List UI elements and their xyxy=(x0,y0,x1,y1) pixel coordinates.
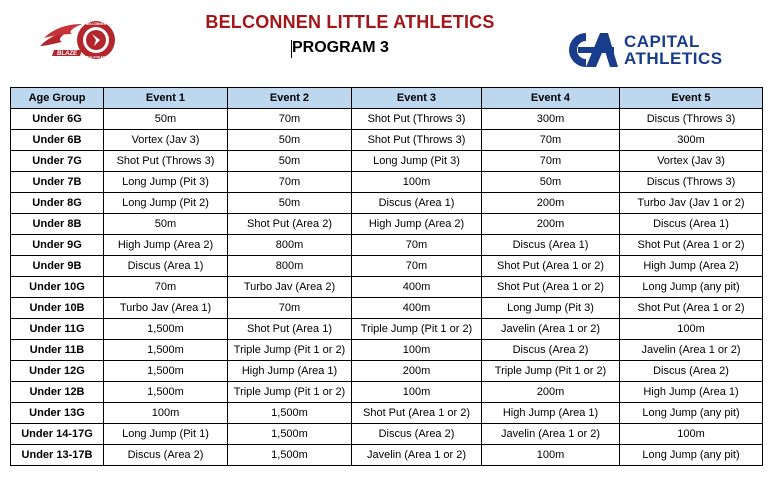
table-row xyxy=(11,445,763,466)
age-group-cell: Under 11B xyxy=(11,340,104,361)
table-row xyxy=(11,214,763,235)
capital-athletics-logo xyxy=(556,30,752,70)
event-cell: 50m xyxy=(482,172,620,193)
event-cell: Turbo Jav (Area 2) xyxy=(228,277,352,298)
column-header: Age Group xyxy=(11,88,104,109)
event-cell: Long Jump (any pit) xyxy=(620,403,763,424)
column-header: Event 2 xyxy=(228,88,352,109)
event-cell: Shot Put (Throws 3) xyxy=(104,151,228,172)
event-cell: Discus (Area 1) xyxy=(482,235,620,256)
table-row xyxy=(11,298,763,319)
event-cell: Long Jump (Pit 1) xyxy=(104,424,228,445)
page-title: BELCONNEN LITTLE ATHLETICS xyxy=(205,12,495,32)
event-cell: Discus (Area 2) xyxy=(482,340,620,361)
age-group-cell: Under 9G xyxy=(11,235,104,256)
event-cell: 100m xyxy=(352,340,482,361)
table-row xyxy=(11,256,763,277)
event-cell: Turbo Jav (Jav 1 or 2) xyxy=(620,193,763,214)
capital-athletics-mark-icon xyxy=(556,30,620,70)
event-cell: 70m xyxy=(352,235,482,256)
age-group-cell: Under 9B xyxy=(11,256,104,277)
event-cell: 70m xyxy=(104,277,228,298)
event-cell: Long Jump (Pit 3) xyxy=(352,151,482,172)
event-cell: Discus (Area 1) xyxy=(104,256,228,277)
table-row xyxy=(11,319,763,340)
event-cell: Long Jump (Pit 3) xyxy=(482,298,620,319)
event-cell: Shot Put (Throws 3) xyxy=(352,109,482,130)
event-cell: 70m xyxy=(228,298,352,319)
event-cell: 70m xyxy=(352,256,482,277)
age-group-cell: Under 7G xyxy=(11,151,104,172)
event-cell: High Jump (Area 2) xyxy=(620,256,763,277)
event-cell: 100m xyxy=(352,382,482,403)
event-cell: 1,500m xyxy=(104,340,228,361)
event-cell: 70m xyxy=(228,172,352,193)
event-cell: Shot Put (Area 1 or 2) xyxy=(352,403,482,424)
event-cell: 400m xyxy=(352,277,482,298)
event-cell: 1,500m xyxy=(228,403,352,424)
table-row xyxy=(11,172,763,193)
event-cell: High Jump (Area 1) xyxy=(620,382,763,403)
event-cell: 1,500m xyxy=(228,445,352,466)
event-cell: Discus (Area 2) xyxy=(620,361,763,382)
column-header: Event 5 xyxy=(620,88,763,109)
event-cell: Discus (Area 1) xyxy=(352,193,482,214)
event-cell: Shot Put (Throws 3) xyxy=(352,130,482,151)
age-group-cell: Under 11G xyxy=(11,319,104,340)
age-group-cell: Under 6G xyxy=(11,109,104,130)
age-group-cell: Under 10G xyxy=(11,277,104,298)
event-cell: 50m xyxy=(104,214,228,235)
event-cell: 1,500m xyxy=(104,382,228,403)
event-cell: Vortex (Jav 3) xyxy=(104,130,228,151)
table-row xyxy=(11,109,763,130)
event-cell: Shot Put (Area 1 or 2) xyxy=(620,298,763,319)
event-cell: 300m xyxy=(482,109,620,130)
table-row xyxy=(11,424,763,445)
event-cell: Shot Put (Area 1 or 2) xyxy=(620,235,763,256)
blaze-logo-top-text: BELCONNEN xyxy=(85,22,107,26)
event-cell: 200m xyxy=(482,193,620,214)
event-cell: 100m xyxy=(620,424,763,445)
event-cell: 50m xyxy=(104,109,228,130)
event-cell: 200m xyxy=(352,361,482,382)
event-cell: 70m xyxy=(228,109,352,130)
event-cell: Triple Jump (Pit 1 or 2) xyxy=(352,319,482,340)
event-cell: High Jump (Area 2) xyxy=(104,235,228,256)
table-body xyxy=(11,109,763,466)
event-cell: Javelin (Area 1 or 2) xyxy=(482,424,620,445)
table-row xyxy=(11,382,763,403)
event-cell: Shot Put (Area 2) xyxy=(228,214,352,235)
event-cell: High Jump (Area 1) xyxy=(482,403,620,424)
event-cell: Long Jump (any pit) xyxy=(620,277,763,298)
event-cell: Javelin (Area 1 or 2) xyxy=(482,319,620,340)
table-row xyxy=(11,403,763,424)
event-cell: Shot Put (Area 1 or 2) xyxy=(482,277,620,298)
age-group-cell: Under 13G xyxy=(11,403,104,424)
event-cell: Long Jump (any pit) xyxy=(620,445,763,466)
event-cell: 200m xyxy=(482,214,620,235)
event-cell: Triple Jump (Pit 1 or 2) xyxy=(228,382,352,403)
event-cell: Discus (Throws 3) xyxy=(620,109,763,130)
event-cell: 50m xyxy=(228,130,352,151)
blaze-logo-bottom-text: LITTLE ATHLETICS xyxy=(82,55,110,59)
event-cell: 200m xyxy=(482,382,620,403)
event-cell: 800m xyxy=(228,235,352,256)
event-cell: 1,500m xyxy=(228,424,352,445)
event-cell: Long Jump (Pit 2) xyxy=(104,193,228,214)
event-cell: Turbo Jav (Area 1) xyxy=(104,298,228,319)
event-cell: Shot Put (Area 1) xyxy=(228,319,352,340)
event-cell: Long Jump (Pit 3) xyxy=(104,172,228,193)
age-group-cell: Under 6B xyxy=(11,130,104,151)
event-cell: Discus (Area 1) xyxy=(620,214,763,235)
table-row xyxy=(11,277,763,298)
event-cell: Discus (Area 2) xyxy=(352,424,482,445)
column-header: Event 3 xyxy=(352,88,482,109)
blaze-logo-text: BLAZE xyxy=(57,51,77,57)
table-row xyxy=(11,193,763,214)
event-cell: Triple Jump (Pit 1 or 2) xyxy=(482,361,620,382)
age-group-cell: Under 12G xyxy=(11,361,104,382)
age-group-cell: Under 13-17B xyxy=(11,445,104,466)
event-cell: Discus (Throws 3) xyxy=(620,172,763,193)
table-row xyxy=(11,235,763,256)
event-cell: 300m xyxy=(620,130,763,151)
event-cell: 1,500m xyxy=(104,319,228,340)
event-cell: 70m xyxy=(482,130,620,151)
column-header: Event 4 xyxy=(482,88,620,109)
event-cell: 100m xyxy=(620,319,763,340)
event-cell: 100m xyxy=(482,445,620,466)
table-row xyxy=(11,361,763,382)
event-cell: 1,500m xyxy=(104,361,228,382)
event-cell: 800m xyxy=(228,256,352,277)
event-cell: 100m xyxy=(104,403,228,424)
event-cell: 400m xyxy=(352,298,482,319)
age-group-cell: Under 8G xyxy=(11,193,104,214)
age-group-cell: Under 7B xyxy=(11,172,104,193)
event-cell: Triple Jump (Pit 1 or 2) xyxy=(228,340,352,361)
table-row xyxy=(11,340,763,361)
capital-logo-line1: CAPITAL xyxy=(624,32,700,51)
age-group-cell: Under 14-17G xyxy=(11,424,104,445)
document-header xyxy=(0,0,772,84)
event-cell: Shot Put (Area 1 or 2) xyxy=(482,256,620,277)
event-cell: 70m xyxy=(482,151,620,172)
age-group-cell: Under 12B xyxy=(11,382,104,403)
page-subtitle: PROGRAM 3 xyxy=(292,39,389,56)
table-row xyxy=(11,130,763,151)
event-cell: Javelin (Area 1 or 2) xyxy=(620,340,763,361)
age-group-cell: Under 10B xyxy=(11,298,104,319)
event-cell: 50m xyxy=(228,193,352,214)
event-cell: Discus (Area 2) xyxy=(104,445,228,466)
column-header: Event 1 xyxy=(104,88,228,109)
table-row xyxy=(11,151,763,172)
event-cell: High Jump (Area 2) xyxy=(352,214,482,235)
age-group-cell: Under 8B xyxy=(11,214,104,235)
capital-logo-line2: ATHLETICS xyxy=(624,49,723,68)
event-cell: 100m xyxy=(352,172,482,193)
event-cell: 50m xyxy=(228,151,352,172)
table-header-row xyxy=(11,88,763,109)
event-cell: Vortex (Jav 3) xyxy=(620,151,763,172)
event-cell: High Jump (Area 1) xyxy=(228,361,352,382)
program-table xyxy=(10,87,763,466)
event-cell: Javelin (Area 1 or 2) xyxy=(352,445,482,466)
